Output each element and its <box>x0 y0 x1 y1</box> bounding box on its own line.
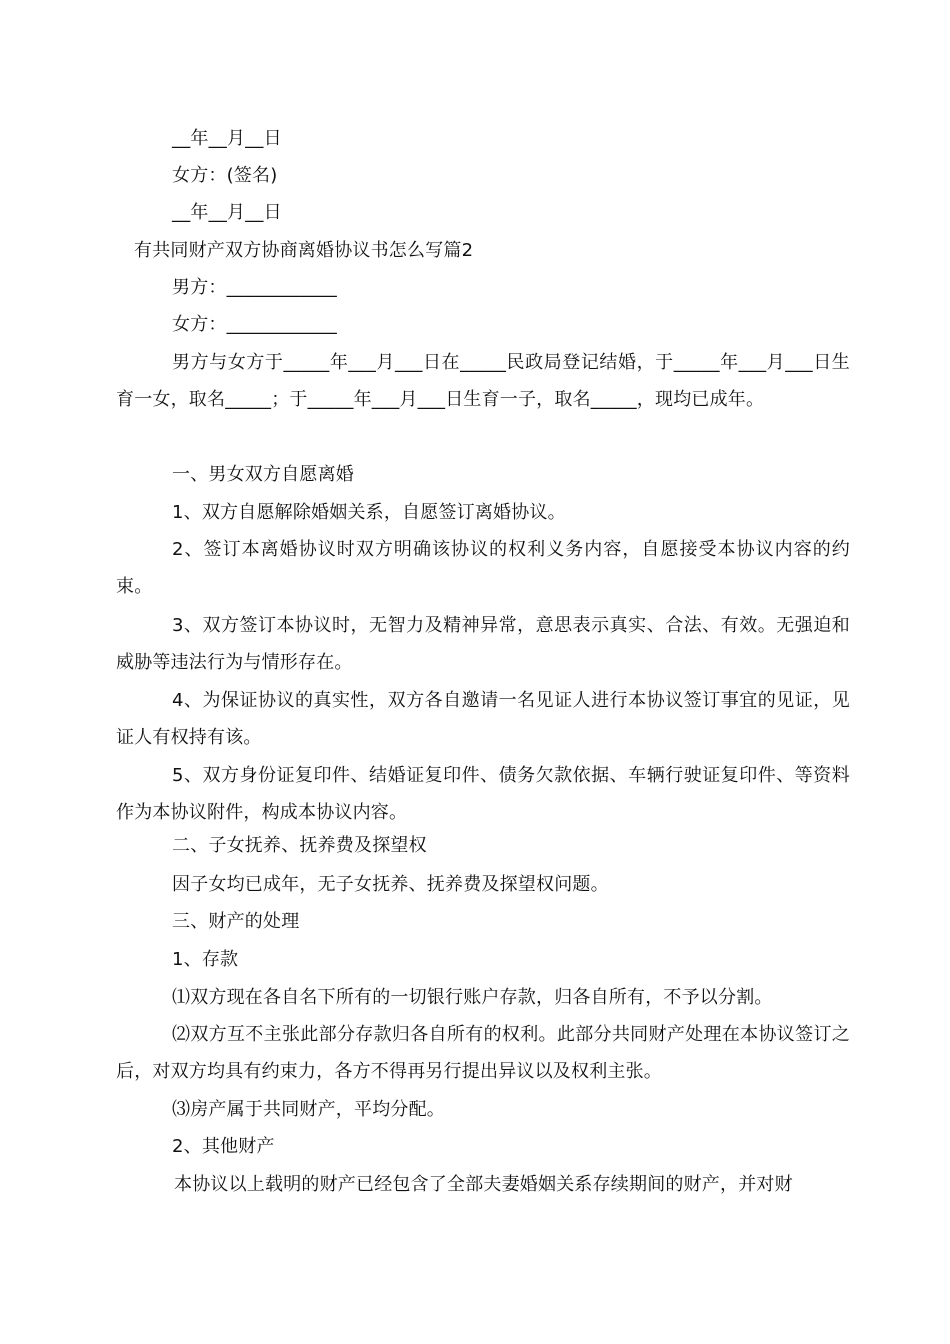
heading-2: 二、子女抚养、抚养费及探望权 <box>172 835 427 856</box>
item-3-1-1: ⑴双方现在各自名下所有的一切银行账户存款，归各自所有，不予以分割。 <box>172 987 773 1008</box>
male-field: 男方：____________ <box>172 277 337 298</box>
date-line-2: __年__月__日 <box>172 202 282 223</box>
female-field: 女方：____________ <box>172 314 337 335</box>
item-1-3: 3、双方签订本协议时，无智力及精神异常，意思表示真实、合法、有效。无强迫和威胁等违法行为与情形存在。 <box>116 615 850 673</box>
para-3-2: 本协议以上载明的财产已经包含了全部夫妻婚姻关系存续期间的财产，并对财 <box>174 1174 793 1195</box>
sub-3-1: 1、存款 <box>172 949 239 970</box>
item-1-4: 4、为保证协议的真实性，双方各自邀请一名见证人进行本协议签订事宜的见证，见证人有权持有该。 <box>116 690 850 748</box>
para-2: 因子女均已成年，无子女抚养、抚养费及探望权问题。 <box>172 874 609 895</box>
intro-paragraph: 男方与女方于_____年___月___日在_____民政局登记结婚，于_____年___月___日生育一女，取名_____；于_____年___月___日生育一子，取名_____，现均已成年。 <box>116 352 850 410</box>
item-1-5: 5、双方身份证复印件、结婚证复印件、债务欠款依据、车辆行驶证复印件、等资料作为本协议附件，构成本协议内容。 <box>116 765 850 823</box>
sub-3-2: 2、其他财产 <box>172 1136 275 1157</box>
female-signature: 女方：(签名) <box>172 165 278 186</box>
heading-1: 一、男女双方自愿离婚 <box>172 464 354 485</box>
section-title: 有共同财产双方协商离婚协议书怎么写篇2 <box>134 240 474 261</box>
item-3-1-3: ⑶房产属于共同财产，平均分配。 <box>172 1099 445 1120</box>
item-1-1: 1、双方自愿解除婚姻关系，自愿签订离婚协议。 <box>172 502 566 523</box>
item-1-2: 2、签订本离婚协议时双方明确该协议的权利义务内容，自愿接受本协议内容的约束。 <box>116 539 850 597</box>
date-line-1: __年__月__日 <box>172 128 282 149</box>
heading-3: 三、财产的处理 <box>172 911 300 932</box>
item-3-1-2: ⑵双方互不主张此部分存款归各自所有的权利。此部分共同财产处理在本协议签订之后，对双方均具有约束力，各方不得再另行提出异议以及权利主张。 <box>116 1024 850 1082</box>
